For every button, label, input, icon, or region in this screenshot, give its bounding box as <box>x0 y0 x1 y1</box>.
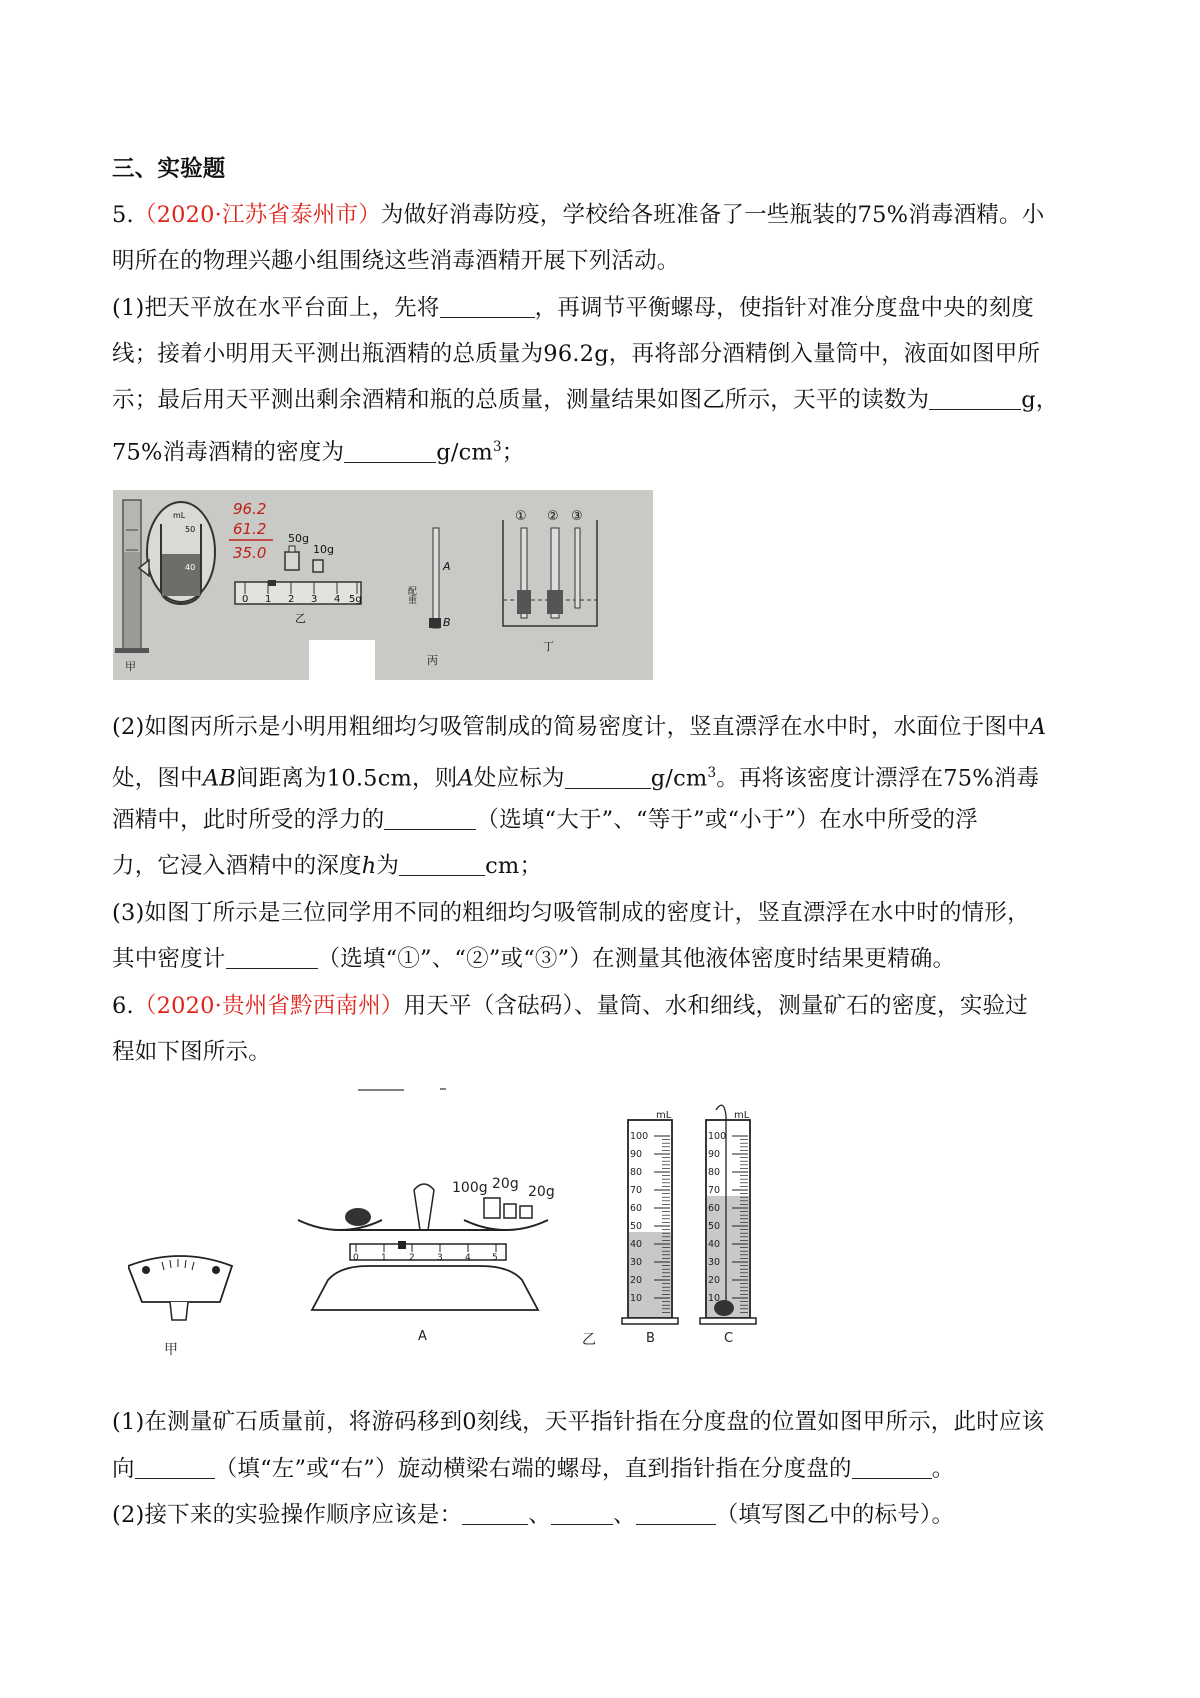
fig1-scale-1: 1 <box>265 594 272 605</box>
fig2-label-b: B <box>646 1331 655 1346</box>
fig1-densimeter-2-weight <box>547 590 563 614</box>
q6-p2-end: （填写图乙中的标号）。 <box>715 1502 955 1528</box>
q5-p3-text-1: 其中密度计 <box>112 946 226 972</box>
fig2-dial-screw-right <box>212 1266 220 1274</box>
q5-p2-line-2 <box>112 758 1102 794</box>
q5-p1-unit-density: g/cm <box>436 439 493 466</box>
fig1-circle-1: ① <box>515 509 527 524</box>
q5-p2-text-d2: 为 <box>376 853 400 879</box>
cylinder-tick-label: 70 <box>708 1185 721 1196</box>
q6-line-2: 程如下图所示。 <box>112 1039 271 1065</box>
cylinder-tick-label: 50 <box>630 1221 643 1232</box>
q5-p2-unit: g/cm <box>650 765 708 792</box>
fig1-densimeter-1-weight <box>517 590 531 614</box>
cylinder-tick-label: 20 <box>630 1275 643 1286</box>
q6-source: （2020·贵州省黔西南州） <box>133 993 404 1019</box>
answer-blank-5[interactable] <box>384 806 476 831</box>
fig2-scale-2: 2 <box>409 1253 415 1263</box>
q5-p2-unit-cm: cm； <box>485 853 543 879</box>
cylinder-tick-label: 50 <box>708 1221 721 1232</box>
answer-blank-10[interactable] <box>462 1501 528 1526</box>
fig2-w20a-label: 20g <box>492 1176 519 1192</box>
q5-p2-text-b3: 处应标为 <box>473 765 565 792</box>
fig2-balance-center <box>414 1184 434 1230</box>
q5-p1-sup: 3 <box>492 439 502 455</box>
answer-blank-2[interactable] <box>929 386 1021 411</box>
fig2-scale-3: 3 <box>437 1253 443 1263</box>
q5-p1-line-2: 线；接着小明用天平测出瓶酒精的总质量为96.2g，再将部分酒精倒入量筒中，液面如图甲所 <box>112 341 1041 367</box>
fig1-circle-3: ③ <box>571 509 583 524</box>
q5-p1-line-3 <box>112 385 1102 415</box>
fig2-label-yi: 乙 <box>582 1332 596 1348</box>
q5-number: 5. <box>112 202 134 228</box>
cylinder-tick-label: 40 <box>630 1239 643 1250</box>
fig1-weight-50g-knob <box>289 546 295 552</box>
fig1-scale-3: 3 <box>311 594 318 605</box>
fig2-cyl-b-ml: mL <box>656 1110 672 1121</box>
q6-line-1 <box>112 991 1102 1021</box>
cylinder-tick-label: 100 <box>630 1131 649 1142</box>
fig1-blank-patch <box>309 640 375 680</box>
fig2-slider-bar <box>350 1244 506 1260</box>
fig1-weight-50g <box>285 552 299 570</box>
fig1-label-jia: 甲 <box>125 660 136 673</box>
fig1-scale-5: 5g <box>349 594 362 605</box>
fig1-cyl-40: 40 <box>185 563 196 572</box>
q5-line-1 <box>112 200 1102 230</box>
answer-blank-4[interactable] <box>565 764 651 789</box>
q6-p1-line-1: (1)在测量矿石质量前，将游码移到0刻线，天平指针指在分度盘的位置如图甲所示，此时应该 <box>112 1409 1045 1435</box>
q6-p2-sep-2: 、 <box>612 1502 636 1528</box>
fig1-weight-50-label: 50g <box>288 532 309 545</box>
q5-p3-line-1: (3)如图丁所示是三位同学用不同的粗细均匀吸管制成的密度计，竖直漂浮在水中时的情形， <box>112 900 1030 926</box>
fig1-ml-label: mL <box>173 511 186 520</box>
q5-p1-text-b: ，再调节平衡螺母，使指针对准分度盘中央的刻度 <box>534 295 1034 321</box>
fig2-weight-20g-a <box>504 1204 516 1218</box>
fig1-densimeter-3 <box>575 528 580 608</box>
q6-p1-text-3: 。 <box>931 1456 955 1482</box>
q5-p2-text-a: (2)如图丙所示是小明用粗细均匀吸管制成的简易密度计，竖直漂浮在水中时，水面位于图中 <box>112 714 1030 740</box>
answer-blank-12[interactable] <box>636 1501 716 1526</box>
q5-p1-text-e: 75%消毒酒精的密度为 <box>112 439 345 466</box>
fig1-label-a: A <box>443 560 451 573</box>
fig1-label-b: B <box>443 616 451 629</box>
section-title: 三、实验题 <box>112 156 226 182</box>
fig1-straw-densimeter <box>433 528 439 628</box>
q5-p2-line-4 <box>112 851 1102 881</box>
q5-p2-var-h: h <box>361 853 377 879</box>
q5-p1-line-1 <box>112 293 1102 323</box>
fig1-weight-text: 配重 <box>406 586 416 604</box>
fig1-label-yi: 乙 <box>295 612 306 625</box>
q5-p2-text-c2: （选填“大于”、“等于”或“小于”）在水中所受的浮 <box>476 807 978 833</box>
q6-p2-sep-1: 、 <box>528 1502 551 1528</box>
fig2-cyl-c-ml: mL <box>734 1110 750 1121</box>
answer-blank-8[interactable] <box>135 1455 215 1480</box>
q6-p1-line-2 <box>112 1454 1102 1484</box>
cylinder-tick-label: 70 <box>630 1185 643 1196</box>
cylinder-tick-label: 10 <box>708 1293 721 1304</box>
fig2-w20b-label: 20g <box>528 1184 555 1200</box>
q5-p1-unit-g: g， <box>1021 387 1059 413</box>
fig2-scale-1: 1 <box>381 1253 387 1263</box>
answer-blank-3[interactable] <box>344 438 436 463</box>
cylinder-tick-label: 30 <box>708 1257 721 1268</box>
q5-p2-text-d1: 力，它浸入酒精中的深度 <box>112 853 362 879</box>
q6-p2-text-1: (2)接下来的实验操作顺序应该是： <box>112 1502 463 1528</box>
fig1-cylinder-liquid <box>124 552 140 649</box>
q6-p2-line-1 <box>112 1500 1102 1530</box>
fig1-circle-2: ② <box>547 509 559 524</box>
fig1-note-3: 35.0 <box>233 544 267 562</box>
q5-p2-text-c1: 酒精中，此时所受的浮力的 <box>112 807 385 833</box>
q5-p1-text-a: (1)把天平放在水平台面上，先将 <box>112 295 440 321</box>
q6-p1-text-1: 向 <box>112 1456 135 1482</box>
fig1-note-1: 96.2 <box>233 500 267 518</box>
q5-p1-line-4 <box>112 432 1102 468</box>
fig2-right-pan <box>464 1220 548 1230</box>
fig1-rider <box>268 580 276 586</box>
fig2-w100-label: 100g <box>452 1180 488 1196</box>
cylinder-tick-label: 10 <box>630 1293 643 1304</box>
q5-p1-end: ； <box>501 439 525 466</box>
fig2-dial-pointer <box>170 1302 188 1320</box>
cylinder-tick-label: 90 <box>630 1149 643 1160</box>
figure-2-balance-and-cylinders <box>128 1080 828 1360</box>
q5-p2-var-a2: A <box>457 765 474 792</box>
q5-p2-var-a: A <box>1029 714 1047 740</box>
q5-p2-sup: 3 <box>707 765 717 781</box>
answer-blank-6[interactable] <box>399 852 485 877</box>
fig1-label-bing: 丙 <box>427 654 438 667</box>
cylinder-tick-label: 20 <box>708 1275 721 1286</box>
fig2-cylinder-c-base <box>700 1318 756 1324</box>
fig2-scale-0: 0 <box>353 1253 359 1263</box>
fig1-scale-bar <box>235 582 361 604</box>
cylinder-tick-label: 100 <box>708 1131 727 1142</box>
fig1-cylinder-base <box>115 648 149 653</box>
fig1-scale-0: 0 <box>242 594 249 605</box>
answer-blank-11[interactable] <box>551 1501 613 1526</box>
q5-p2-text-b-end: 。再将该密度计漂浮在75%消毒 <box>716 765 1040 792</box>
q6-intro-1: 用天平（含砝码）、量筒、水和细线，测量矿石的密度，实验过 <box>403 993 1028 1019</box>
fig2-weight-100g <box>484 1198 500 1218</box>
figure-1-experiment-photo <box>113 490 653 680</box>
fig2-weight-20g-b <box>520 1206 532 1218</box>
q5-p2-line-3 <box>112 805 1102 835</box>
cylinder-tick-label: 60 <box>630 1203 643 1214</box>
answer-blank-7[interactable] <box>226 945 318 970</box>
fig1-magnifier-liquid <box>162 554 200 596</box>
q6-p1-text-2: （填“左”或“右”）旋动横梁右端的螺母，直到指针指在分度盘的 <box>214 1456 852 1482</box>
fig2-label-a: A <box>418 1329 427 1344</box>
fig2-balance-base <box>312 1266 538 1310</box>
cylinder-tick-label: 60 <box>708 1203 721 1214</box>
fig2-dial-screw-left <box>142 1266 150 1274</box>
fig2-label-jia: 甲 <box>164 1342 178 1358</box>
answer-blank-9[interactable] <box>852 1455 932 1480</box>
cylinder-tick-label: 90 <box>708 1149 721 1160</box>
q5-source: （2020·江苏省泰州市） <box>133 202 381 228</box>
answer-blank-1[interactable] <box>440 294 535 319</box>
fig2-dial-plate <box>128 1256 232 1302</box>
q6-number: 6. <box>112 993 134 1019</box>
q5-p3-text-2: （选填“①”、“②”或“③”）在测量其他液体密度时结果更精确。 <box>317 946 956 972</box>
fig1-scale-2: 2 <box>288 594 295 605</box>
q5-line-2: 明所在的物理兴趣小组围绕这些消毒酒精开展下列活动。 <box>112 248 680 274</box>
fig1-weight-10-label: 10g <box>313 543 334 556</box>
fig2-scale-4: 4 <box>465 1253 471 1263</box>
fig2-left-pan <box>298 1220 382 1230</box>
q5-p2-text-b1: 处，图中 <box>112 765 203 792</box>
q5-p1-text-d: 示；最后用天平测出剩余酒精和瓶的总质量，测量结果如图乙所示，天平的读数为 <box>112 387 930 413</box>
fig1-note-2: 61.2 <box>233 520 267 538</box>
cylinder-tick-label: 80 <box>630 1167 643 1178</box>
fig1-weight-10g <box>313 560 323 572</box>
fig2-label-c: C <box>724 1331 734 1346</box>
fig2-scale-5: 5 <box>492 1253 498 1263</box>
q5-intro-1: 为做好消毒防疫，学校给各班准备了一些瓶装的75%消毒酒精。小 <box>380 202 1045 228</box>
fig2-cylinder-b-base <box>622 1318 678 1324</box>
cylinder-tick-label: 40 <box>708 1239 721 1250</box>
cylinder-tick-label: 80 <box>708 1167 721 1178</box>
fig1-label-ding: 丁 <box>543 640 554 653</box>
fig2-ore-rock <box>345 1208 371 1226</box>
fig1-scale-4: 4 <box>334 594 341 605</box>
fig1-cyl-50: 50 <box>185 525 196 534</box>
q5-p2-text-b2: 间距离为10.5cm，则 <box>236 765 458 792</box>
q5-p2-var-ab: AB <box>202 765 236 792</box>
q5-p2-line-1 <box>112 712 1102 742</box>
fig2-rider <box>398 1241 406 1249</box>
cylinder-tick-label: 30 <box>630 1257 643 1268</box>
q5-p3-line-2 <box>112 944 1102 974</box>
fig1-straw-weight <box>429 618 441 628</box>
